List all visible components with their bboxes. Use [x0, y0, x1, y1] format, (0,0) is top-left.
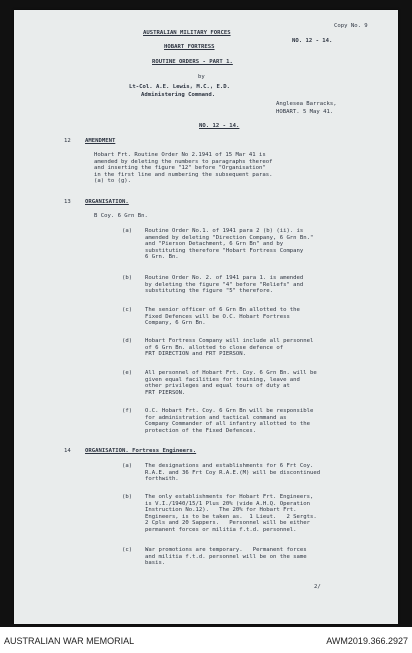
order-number: NO. 12 - 14. — [199, 123, 240, 129]
item-number: 12 — [64, 138, 71, 144]
item-number: 13 — [64, 199, 71, 205]
by-label: by — [198, 74, 205, 80]
sub-text: Routine Order No. 2. of 1941 para 1. is amended by deleting the figure "4" before "Reliefs" and substituting the figure "5" therefore. — [145, 275, 304, 295]
sub-label: (b) — [122, 494, 133, 500]
item-intro: B Coy. 6 Grn Bn. — [94, 213, 148, 219]
sub-text: War promotions are temporary. Permanent forces and militia f.t.d. personnel will be on the same basis. — [145, 547, 307, 567]
archive-name: AUSTRALIAN WAR MEMORIAL — [4, 636, 135, 646]
document-title: ROUTINE ORDERS - PART 1. — [152, 59, 233, 65]
sub-label: (c) — [122, 307, 133, 313]
sub-text: The only establishments for Hobart Frt. Engineers, is V.I./1940/15/1 Plus 20% (vide A.H.Q. Operation Instruction No.12). The 20% for Hobart Frt. Engineers, is to be taken as. 1 Lieut. 2 Sergts. 2 Cpls and 20 Sappers. Personnel will be either permanent forces or militia f.t.d. personnel. — [145, 494, 317, 533]
sub-label: (a) — [122, 228, 133, 234]
archive-accession-number: AWM2019.366.2927 — [326, 636, 408, 646]
document-page — [14, 10, 398, 624]
item-heading: AMENDMENT — [85, 138, 116, 144]
sub-label: (a) — [122, 463, 133, 469]
sub-text: Routine Order No.1. of 1941 para 2 (b) (ii). is amended by deleting "Direction Company, 6 Grn Bn." and "Pierson Detachment, 6 Grn Bn" and by substituting therefore "Hobart Fortress Company 6 Grn. Bn. — [145, 228, 314, 261]
sub-label: (c) — [122, 547, 133, 553]
sub-label: (e) — [122, 370, 133, 376]
sub-text: All personnel of Hobart Frt. Coy. 6 Grn Bn. will be given equal facilities for training, leave and other privileges and equal tours of duty at FRT PIERSON. — [145, 370, 317, 396]
copy-number: Copy No. 9 — [334, 23, 368, 29]
item-number: 14 — [64, 448, 71, 454]
officer-name: Lt-Col. A.E. Lewis, M.C., E.D. — [129, 84, 231, 90]
sub-text: O.C. Hobart Frt. Coy. 6 Grn Bn will be responsible for administration and tactical command as Company Commander of all infantry allotted to the protection of the Fixed Defences. — [145, 408, 314, 434]
sub-label: (b) — [122, 275, 133, 281]
sub-label: (d) — [122, 338, 133, 344]
page-continuation: 2/ — [314, 584, 321, 590]
item-body: Hobart Frt. Routine Order No 2.1941 of 15 Mar 41 is amended by deleting the numbers to paragraphs thereof and inserting the figure "12" before "Organisation" in the first line and numbering the subsequent paras. (a) to (g). — [94, 152, 273, 185]
sub-text: The designations and establishments for 6 Frt Coy. R.A.E. and 36 Frt Coy R.A.E.(M) will be discontinued forthwith. — [145, 463, 321, 483]
item-heading: ORGANISATION. Fortress Engineers. — [85, 448, 197, 454]
fortress-heading: HOBART FORTRESS — [164, 44, 215, 50]
archive-caption-bar — [0, 627, 412, 653]
item-heading: ORGANISATION. — [85, 199, 129, 205]
place: Anglesea Barracks, — [276, 101, 337, 107]
order-number-top: NO. 12 - 14. — [292, 38, 333, 44]
date: HOBART. 5 May 41. — [276, 109, 334, 115]
sub-text: Hobart Fortress Company will include all personnel of 6 Grn Bn. allotted to close defence of FRT DIRECTION and FRT PIERSON. — [145, 338, 314, 358]
sub-text: The senior officer of 6 Grn Bn allotted to the Fixed Defences will be O.C. Hobart Fortress Company, 6 Grn Bn. — [145, 307, 300, 327]
force-heading: AUSTRALIAN MILITARY FORCES — [143, 30, 231, 36]
officer-role: Administering Command. — [141, 92, 216, 98]
sub-label: (f) — [122, 408, 133, 414]
